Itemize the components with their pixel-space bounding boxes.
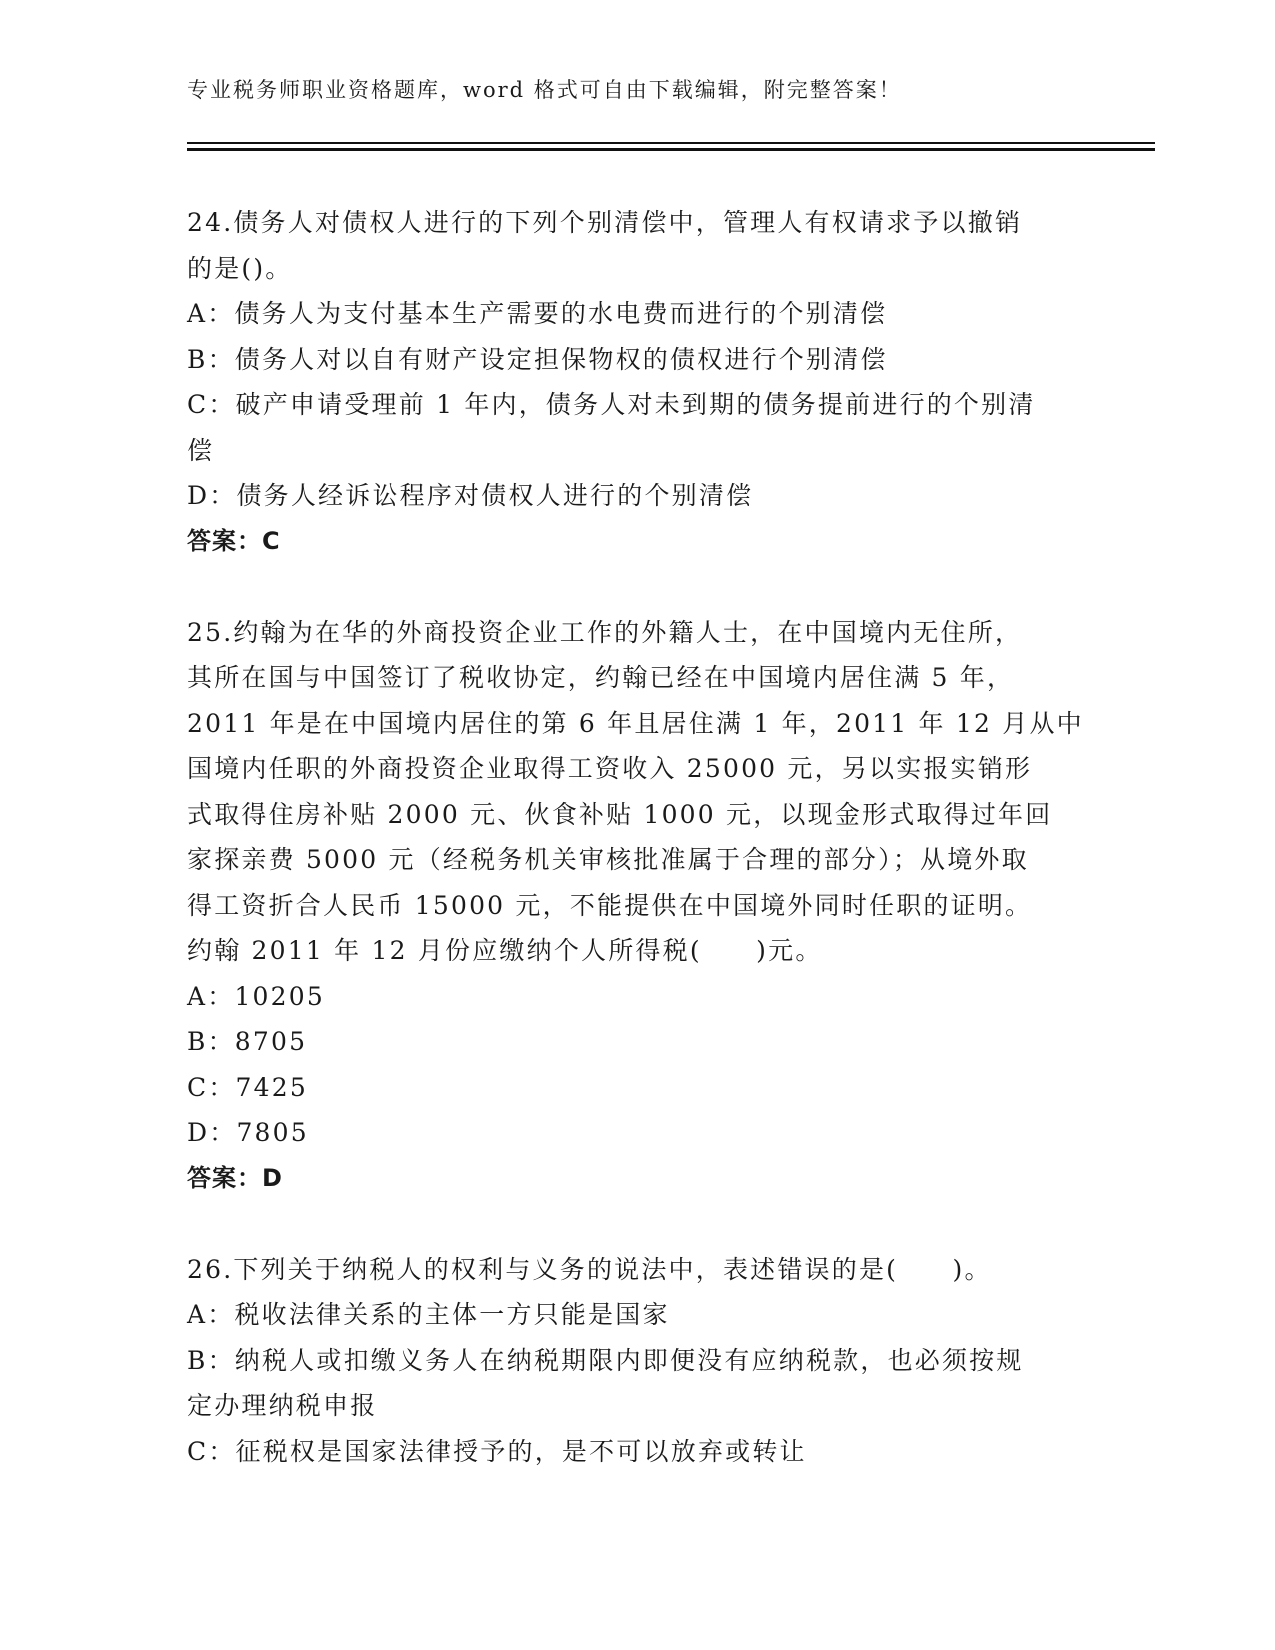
answer-key: 答案：D [187,1163,283,1192]
answer-option: C：征税权是国家法律授予的，是不可以放弃或转让 [187,1436,807,1466]
answer-option: 定办理纳税申报 [187,1391,378,1420]
question-list [187,200,1087,1474]
question-stem-line: 24.债务人对债权人进行的下列个别清偿中，管理人有权请求予以撤销 [187,208,1023,237]
answer-option: A：10205 [187,981,325,1011]
answer-option: D：7805 [187,1118,309,1147]
question-stem-line: 26.下列关于纳税人的权利与义务的说法中，表述错误的是( )。 [187,1254,992,1284]
answer-option: A：税收法律关系的主体一方只能是国家 [187,1300,670,1329]
question-stem-line: 其所在国与中国签订了税收协定，约翰已经在中国境内居住满 5 年， [187,663,1015,692]
page-header: 专业税务师职业资格题库，word 格式可自由下载编辑，附完整答案！ [187,78,902,102]
answer-option: B：8705 [187,1027,308,1056]
answer-option: 偿 [187,435,215,465]
question-stem-line: 得工资折合人民币 15000 元，不能提供在中国境外同时任职的证明。 [187,890,1033,920]
question-stem-line: 式取得住房补贴 2000 元、伙食补贴 1000 元，以现金形式取得过年回 [187,799,1053,829]
answer-option: B：纳税人或扣缴义务人在纳税期限内即便没有应纳税款，也必须按规 [187,1345,1024,1375]
question-stem-line: 家探亲费 5000 元（经税务机关审核批准属于合理的部分）；从境外取 [187,845,1029,874]
question-stem-line: 国境内任职的外商投资企业取得工资收入 25000 元，另以实报实销形 [187,754,1033,783]
answer-option: A：债务人为支付基本生产需要的水电费而进行的个别清偿 [187,299,888,328]
question-block [187,610,1087,1202]
question-gap [187,564,1087,610]
answer-key: 答案：C [187,526,281,555]
question-block [187,200,1087,564]
answer-option: C：7425 [187,1072,308,1102]
question-block [187,1247,1087,1475]
question-gap [187,1201,1087,1247]
header-rule-thick [187,148,1155,151]
question-stem-line: 约翰 2011 年 12 月份应缴纳个人所得税( )元。 [187,936,823,965]
question-stem-line: 25.约翰为在华的外商投资企业工作的外籍人士，在中国境内无住所， [187,617,1023,647]
answer-option: B：债务人对以自有财产设定担保物权的债权进行个别清偿 [187,344,888,374]
header-rule-thin [187,142,1155,144]
answer-option: C：破产申请受理前 1 年内，债务人对未到期的债务提前进行的个别清 [187,390,1036,419]
question-stem-line: 的是()。 [187,253,293,283]
question-stem-line: 2011 年是在中国境内居住的第 6 年且居住满 1 年，2011 年 12 月从中 [187,708,1084,738]
answer-option: D：债务人经诉讼程序对债权人进行的个别清偿 [187,481,754,510]
